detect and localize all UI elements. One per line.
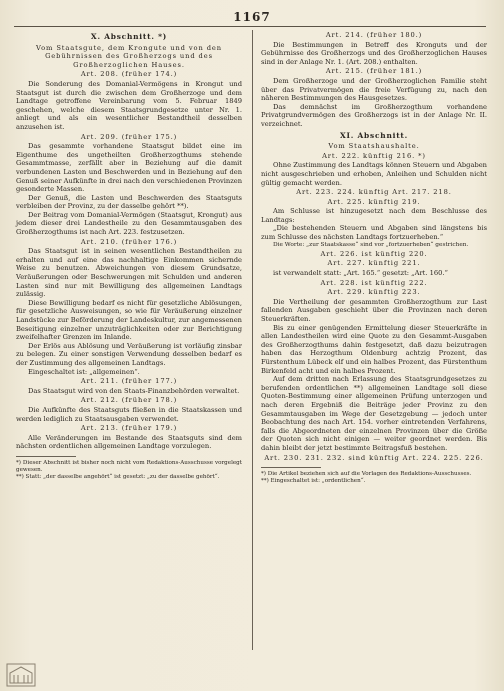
left-footnotes xyxy=(16,460,242,481)
article-number: Art. 215. (früher 181.) xyxy=(325,67,423,76)
article-number: Art. 229. künftig 223. xyxy=(327,288,421,297)
article-number: Art. 211. (früher 177.) xyxy=(80,377,178,386)
article-paragraph: Das gesammte vorhandene Staatsgut bildet eine im Eigenthume des ungetheilten Großherzogthums stehende Gesammtmasse, zerfällt aber in Beziehung auf die damit verbundenen Lasten und Beschwerden und in Beziehung auf den Genuß seiner Aufkünfte in drei nach den verschiedenen Provinzen gesonderte Massen. xyxy=(16,142,242,194)
footnote-rule xyxy=(261,467,321,468)
header-rule xyxy=(14,26,486,27)
article-paragraph: Das Staatsgut ist in seinen wesentlichen Bestandtheilen zu erhalten und auf eine das nachhaltige Einkommen sichernde Weise zu benutzen. Abweichungen von diesem Grundsatze, Veräußerungen oder Beschwerungen mit Schulden und anderen Lasten sind nur mit Bewilligung des allgemeinen Landtags zulässig. xyxy=(16,247,242,299)
right-footnotes xyxy=(261,471,487,485)
right-column xyxy=(261,30,487,485)
footnote: **) Eingeschaltet ist: „ordentlichen“. xyxy=(261,478,366,485)
right-section-subheading: Vom Staatshaushalte. xyxy=(328,142,420,151)
right-section-heading: XI. Abschnitt. xyxy=(339,130,409,140)
footnote: *) Dieser Abschnitt ist bisher noch nicht vom Redaktions-Ausschusse vorgelegt gewesen. xyxy=(16,459,242,473)
left-section-subheading: Vom Staatsgute, dem Krongute und von den Gebührnissen des Großherzogs und des Großherzoglichen Hauses. xyxy=(36,43,222,69)
article-paragraph: Die Aufkünfte des Staatsguts fließen in die Staatskassen und werden lediglich zu Staatsausgaben verwendet. xyxy=(16,405,242,423)
article-paragraph: Die Sonderung des Domanial-Vermögens in Krongut und Staatsgut ist durch die zwischen dem Großherzoge und dem Landtage getroffene Vereinbarung vom 5. Februar 1849 geschehen, welche diesem Staatsgrundgesetze unter Nr. 1. anliegt und als ein wesentlicher Bestandtheil desselben anzusehen ist. xyxy=(16,79,242,131)
article-paragraph: Diese Bewilligung bedarf es nicht für gesetzliche Ablösungen, für gesetzliche Ausweisungen, so wie für Veräußerung einzelner Landstücke zur Beförderung der Landeskultur, zur angemessenen Beseitigung einzelner unzuträglichkeiten oder zur Berichtigung zweifelhafter Grenzen im Inlande. xyxy=(16,298,242,342)
left-section-heading: X. Abschnitt. *) xyxy=(90,32,168,41)
right-article-list xyxy=(261,152,487,462)
article-number: Art. 230. 231. 232. sind künftig Art. 224. 225. 226. xyxy=(264,453,484,462)
article-paragraph: ist verwandelt statt: „Art. 165.“ gesetzt: „Art. 160.“ xyxy=(273,269,448,278)
footnote: *) Die Artikel beziehen sich auf die Vorlagen des Redaktions-Ausschusses. xyxy=(261,471,472,478)
article-paragraph: Alle Veränderungen im Bestande des Staatsguts sind dem nächsten ordentlichen allgemeinen Landtage vorzulegen. xyxy=(16,433,242,451)
footnote: **) Statt: „der dasselbe angehört“ ist gesetzt: „zu der dasselbe gehört“. xyxy=(16,473,220,480)
article-paragraph: Die Bestimmungen in Betreff des Kronguts und der Gebührnisse des Großherzogs und des Großherzoglichen Hauses sind in der Anlage Nr. 1. (Art. 208.) enthalten. xyxy=(261,40,487,66)
article-paragraph: Eingeschaltet ist: „allgemeinen“. xyxy=(28,367,140,376)
article-paragraph: Bis zu einer genügenden Ermittelung dieser Steuerkräfte in allen Landestheilen wird eine Quote zu den Gesammt-Ausgaben des Großherzogthums dahin festgesetzt, daß dazu beizutragen haben das Herzogthum Oldenburg achtzig Prozent, das Fürstenthum Lübeck elf und ein halbes Prozent, das Fürstenthum Birkenfeld acht und ein halbes Prozent. xyxy=(261,323,487,375)
article-number: Art. 223. 224. künftig Art. 217. 218. xyxy=(296,188,452,197)
column-divider xyxy=(252,30,253,650)
left-column xyxy=(16,30,242,481)
page-number: 1167 xyxy=(233,10,271,24)
article-number: Art. 227. künftig 221. xyxy=(327,259,421,268)
article-paragraph: Der Genuß, die Lasten und Beschwerden des Staatsguts verbleiben der Provinz, zu der dasselbe gehört **). xyxy=(16,193,242,211)
article-number: Art. 222. künftig 216. *) xyxy=(322,151,426,160)
article-number: Art. 208. (früher 174.) xyxy=(80,70,178,79)
article-number: Art. 212. (früher 178.) xyxy=(80,396,178,405)
article-paragraph: Dem Großherzoge und der Großherzoglichen Familie steht über das Privatvermögen die freie Verfügung zu, nach den näheren Bestimmungen des Hausgesetzes. xyxy=(261,76,487,103)
article-number: Art. 226. ist künftig 220. xyxy=(320,249,428,258)
right-article-list-top xyxy=(261,31,487,129)
article-paragraph: Der Erlös aus Ablösung und Veräußerung ist vorläufig zinsbar zu belegen. Zu einer sonstigen Verwendung desselben bedarf es der Zustimmung des allgemeinen Landtags. xyxy=(16,341,242,367)
article-paragraph: Das demnächst im Großherzogthum vorhandene Privatgrundvermögen des Großherzogs ist in der Anlage Nr. II. verzeichnet. xyxy=(261,102,487,128)
library-stamp-icon xyxy=(6,663,36,687)
footnote-rule xyxy=(16,456,76,457)
article-number: Art. 213. (früher 179.) xyxy=(80,424,178,433)
article-number: Art. 210. (früher 176.) xyxy=(80,237,178,246)
article-paragraph: Ohne Zustimmung des Landtags können Steuern und Abgaben nicht ausgeschrieben und erhoben, Anleihen und Schulden nicht gültig gemacht werden. xyxy=(261,161,487,187)
article-paragraph: Die Vertheilung der gesammten Großherzogthum zur Last fallenden Ausgaben geschieht über die Provinzen nach deren Steuerkräften. xyxy=(261,297,487,324)
article-paragraph: Die Worte: „zur Staatskasse“ sind vor „fortzuerheben“ gestrichen. xyxy=(273,241,469,248)
quoted-text: „Die bestehenden Steuern und Abgaben sind längstens bis zum Schlusse des nächsten Landtags fortzuerheben.“ xyxy=(261,224,487,242)
article-number: Art. 214. (früher 180.) xyxy=(325,31,423,39)
article-paragraph: Auf dem dritten nach Erlassung des Staatsgrundgesetzes zu berufenden ordentlichen **) allgemeinen Landtage soll diese Quoten-Bestimmung einer allgemeinen Prüfung unterzogen und nach deren Ergebniß die Beiträge jeder Provinz zu den Gesammtausgaben im Wege der Gesetzgebung — jedoch unter Beobachtung des nach Art. 154. vorher eintretenden Verfahrens, falls die Abgeordneten der einzelnen Provinzen über die Größe der Quoten sich nicht einigen — weiter geordnet werden. Bis dahin bleibt der jetzt bestimmte Beitragsfuß bestehen. xyxy=(261,375,487,452)
article-paragraph: Der Beitrag vom Domanial-Vermögen (Staatsgut, Krongut) aus jedem dieser drei Landestheile zu den Gesammtausgaben des Großherzogthums ist nach Art. 223. festzusetzen. xyxy=(16,210,242,237)
article-number: Art. 209. (früher 175.) xyxy=(80,132,178,141)
left-article-list xyxy=(16,70,242,451)
article-number: Art. 228. ist künftig 222. xyxy=(320,278,428,287)
article-paragraph: Das Staatsgut wird von den Staats-Finanzbehörden verwaltet. xyxy=(28,386,240,395)
article-paragraph: Am Schlusse ist hinzugesetzt nach dem Beschlusse des Landtags: xyxy=(261,207,487,224)
article-number: Art. 225. künftig 219. xyxy=(327,197,421,206)
